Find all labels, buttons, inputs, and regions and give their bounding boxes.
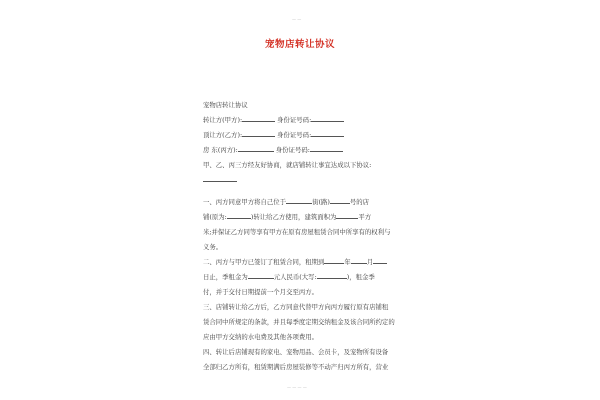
clause-3-line-1: 三、店铺转让给乙方后，乙方同意代替甲方向丙方履行原有店铺租 bbox=[203, 303, 389, 311]
clause-4-line-1: 四、转让后店铺现有的家电、宠物用品、会员卡，及宠物所有设备 bbox=[203, 348, 389, 356]
party-b-label: 顶让方(乙方): bbox=[203, 131, 243, 139]
party-b-line bbox=[203, 128, 400, 143]
clause-2-line-2 bbox=[203, 270, 400, 285]
street-blank bbox=[286, 197, 312, 204]
clause-1-line-4: 义务。 bbox=[203, 243, 223, 251]
clause-1-text-f: 平方 bbox=[358, 213, 372, 221]
clause-1-text-b: 街(路) bbox=[312, 198, 330, 206]
clause-1-text-d: 铺(原为: bbox=[203, 213, 227, 221]
clause-2-line-1 bbox=[203, 255, 400, 270]
clause-3-line-3: 应由甲方交纳的水电费及其他各项费用。 bbox=[203, 333, 319, 341]
former-use-blank bbox=[227, 212, 251, 219]
clause-3-line-2: 赁合同中所规定的条款，并且每季度定期交纳租金及该合同所约定的 bbox=[203, 318, 395, 326]
contract-subtitle: 宠物店转让协议 bbox=[203, 101, 248, 109]
clause-2-text-f: )，租金季 bbox=[346, 273, 375, 281]
clause-4-line-2: 全部归乙方所有，租赁期满后房屋装修等不动产归丙方所有，营业 bbox=[203, 363, 389, 371]
clause-1-line-2 bbox=[203, 210, 400, 225]
party-b-id-blank bbox=[311, 130, 344, 137]
clause-2-line-3: 付，并于交付日期提前一个月交至丙方。 bbox=[203, 288, 319, 296]
clause-2-text-e: 元人民币(大写: bbox=[273, 273, 317, 281]
clause-2-text-b: 年 bbox=[344, 258, 351, 266]
party-c-line bbox=[203, 143, 400, 158]
day-blank bbox=[373, 257, 387, 264]
party-b-id-label: 身份证号码: bbox=[277, 131, 312, 139]
intro-blank-line bbox=[203, 173, 400, 188]
clause-2-text-d: 日止，季租金为 bbox=[203, 273, 248, 281]
header-mark: — — bbox=[292, 17, 302, 22]
rent-amount-blank bbox=[248, 272, 274, 279]
number-blank bbox=[330, 197, 350, 204]
area-blank bbox=[336, 212, 358, 219]
intro-blank bbox=[203, 175, 237, 182]
document-title: 宠物店转让协议 bbox=[264, 39, 335, 50]
party-a-line bbox=[203, 113, 400, 128]
clause-1-line-3: 米;并保证乙方同等享有甲方在原有房屋租赁合同中所享有的权利与 bbox=[203, 228, 391, 236]
intro-line: 甲、乙、丙三方经友好协商，就店铺转让事宜达成以下协议: bbox=[203, 161, 372, 169]
footer-mark: — — — — bbox=[287, 385, 307, 390]
clause-1-text-a: 一、丙方同意甲方将自己位于 bbox=[203, 198, 287, 206]
rent-words-blank bbox=[317, 272, 347, 279]
clause-2-text-a: 二、丙方与甲方已签订了租赁合同，租期到 bbox=[203, 258, 325, 266]
party-a-id-label: 身份证号码: bbox=[277, 116, 312, 124]
party-c-name-blank bbox=[238, 145, 274, 152]
clause-1-line-1 bbox=[203, 195, 400, 210]
clause-2-text-c: 月 bbox=[366, 258, 374, 266]
party-a-id-blank bbox=[311, 115, 344, 122]
party-b-name-blank bbox=[242, 130, 275, 137]
party-a-label: 转让方(甲方): bbox=[203, 116, 243, 124]
clause-1-text-c: 号的店 bbox=[349, 198, 370, 206]
party-a-name-blank bbox=[242, 115, 275, 122]
year-blank bbox=[324, 257, 344, 264]
party-c-id-blank bbox=[310, 145, 343, 152]
month-blank bbox=[351, 257, 367, 264]
party-c-label: 房 东(丙方): bbox=[203, 146, 238, 154]
party-c-id-label: 身份证号码: bbox=[275, 146, 310, 154]
contract-body bbox=[203, 98, 400, 375]
clause-1-text-e: )转让给乙方使用，建筑面积为 bbox=[250, 213, 337, 221]
